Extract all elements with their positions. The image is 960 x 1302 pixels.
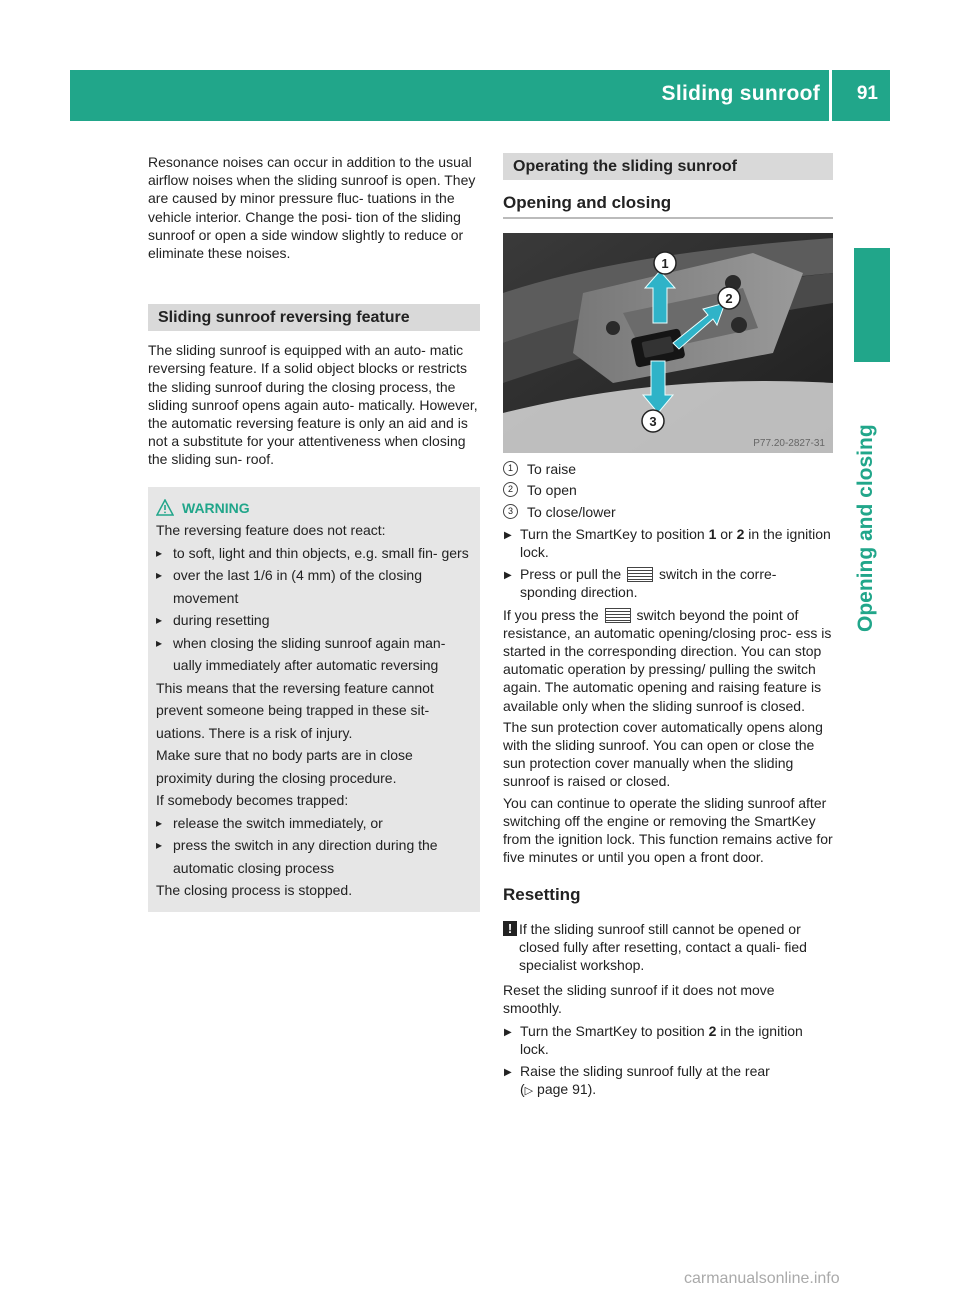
step-text: Raise the sliding sunroof fully at the rear [520, 1063, 770, 1080]
step-turn-key [503, 525, 833, 561]
callout-1: 1 [661, 256, 669, 272]
step-text: or [716, 525, 737, 542]
left-column [148, 153, 480, 912]
continue-operate-paragraph: You can continue to operate the sliding sunroof after switching off the engine or removing the SmartKey from the ignition lock. This function remains active for five minutes or until you open a front door. [503, 794, 833, 866]
warning-header [156, 497, 472, 520]
reversing-paragraph: The sliding sunroof is equipped with an auto- matic reversing feature. If a solid object blocks or restricts the sliding sunroof during the closing process, the sliding sunroof opens again auto- matically. However, the automatic reversing feature is only an aid and is not a substitute for your attentiveness when closing the sliding sun- roof. [148, 342, 478, 468]
legend-item [503, 503, 833, 521]
step-text: Turn the SmartKey to position [520, 1022, 709, 1039]
step-text: Press or pull the [520, 566, 622, 583]
side-tab-label: Opening and closing [854, 424, 877, 632]
side-tab-marker [854, 248, 890, 362]
step-position: 2 [736, 525, 745, 542]
sunroof-switch-photo [503, 233, 833, 453]
warning-bullet: ▸ over the last 1/6 in (4 mm) of the closing movement [156, 564, 472, 609]
sunroof-switch-illustration [503, 233, 833, 453]
resetting-heading: Resetting [503, 885, 581, 905]
step-position: 2 [708, 1022, 717, 1039]
header-divider [829, 70, 832, 121]
page-reference-link[interactable]: page 91). [533, 1081, 597, 1098]
auto-operation-paragraph [503, 606, 833, 715]
reversing-section-title: Sliding sunroof reversing feature [148, 304, 480, 331]
header-title: Sliding sunroof [661, 82, 820, 105]
step-text: Turn the SmartKey to position [520, 525, 709, 542]
callout-2: 2 [725, 291, 733, 307]
warning-bullet: ▸ during resetting [156, 609, 472, 632]
image-code: P77.20-2827-31 [753, 438, 825, 450]
paragraph-text: If you press the [503, 606, 599, 623]
warning-paragraph: Make sure that no body parts are in close proximity during the closing procedure. [156, 747, 413, 786]
watermark: carmanualsonline.info [684, 1270, 840, 1287]
warning-intro: The reversing feature does not react: [156, 522, 386, 539]
legend-number: 2 [503, 482, 518, 497]
step-position: 1 [708, 525, 717, 542]
note-text: If the sliding sunroof still cannot be opened or closed fully after resetting, contact a quali- fied specialist workshop. [519, 920, 807, 974]
opening-closing-heading: Opening and closing [503, 194, 833, 219]
warning-bullet: ▸ press the switch in any direction during the automatic closing process [156, 834, 472, 879]
legend-list [503, 460, 833, 521]
warning-paragraph: The closing process is stopped. [156, 882, 353, 899]
step-raise-sunroof [503, 1062, 833, 1100]
step-text: in the ignition lock. [520, 525, 831, 561]
warning-bullet: ▸ to soft, light and thin objects, e.g. small fin- gers [156, 542, 472, 565]
warning-title: WARNING [182, 499, 250, 516]
sunroof-switch-icon [605, 608, 631, 623]
legend-text: To close/lower [527, 503, 616, 520]
page-ref-arrow-icon: ▷ [524, 1085, 534, 1098]
page-header [70, 70, 890, 121]
legend-item [503, 481, 833, 499]
warning-paragraph: If somebody becomes trapped: [156, 792, 349, 809]
legend-item [503, 460, 833, 478]
legend-text: To raise [527, 461, 577, 478]
legend-number: 1 [503, 461, 518, 476]
warning-bullet: ▸ release the switch immediately, or [156, 812, 472, 835]
step-text: switch in the corre- sponding direction. [520, 566, 777, 601]
intro-paragraph: Resonance noises can occur in addition to the usual airflow noises when the sliding sunroof is open. They are caused by minor pressure fluc- tuations in the vehicle interior. Change the posi- tion of the sliding sunroof or open a side window slightly to reduce or eliminate these noises. [148, 154, 476, 262]
step-text: ( [520, 1081, 525, 1098]
warning-box [148, 487, 480, 912]
step-text: in the ignition lock. [520, 1022, 803, 1057]
warning-bullet: ▸ when closing the sliding sunroof again man- ually immediately after automatic reversing [156, 632, 472, 677]
side-tab [848, 372, 888, 632]
paragraph-text: switch beyond the point of resistance, an automatic opening/closing proc- ess is started in the corresponding direction. You can stop automatic operation by pressing/ pulling the switch again. The automatic opening and raising feature is available only when the sliding sunroof is closed. [503, 606, 832, 714]
callout-3: 3 [649, 414, 657, 430]
legend-text: To open [527, 482, 577, 499]
step-turn-key-2 [503, 1022, 833, 1058]
caution-icon: ! [503, 921, 517, 936]
warning-paragraph: This means that the reversing feature cannot prevent someone being trapped in these sit- uations. There is a risk of injury. [156, 679, 434, 741]
sun-protection-paragraph: The sun protection cover automatically opens along with the sliding sunroof. You can open or close the sun protection cover manually when the sliding sunroof is raised or closed. [503, 718, 823, 790]
sunroof-switch-icon [627, 567, 653, 582]
workshop-note [503, 920, 833, 975]
reset-paragraph: Reset the sliding sunroof if it does not move smoothly. [503, 982, 775, 1017]
legend-number: 3 [503, 504, 518, 519]
right-column [503, 153, 833, 1101]
warning-icon [156, 499, 174, 516]
step-press-switch [503, 565, 833, 601]
operating-section-title: Operating the sliding sunroof [503, 153, 833, 180]
page-number: 91 [856, 83, 878, 104]
